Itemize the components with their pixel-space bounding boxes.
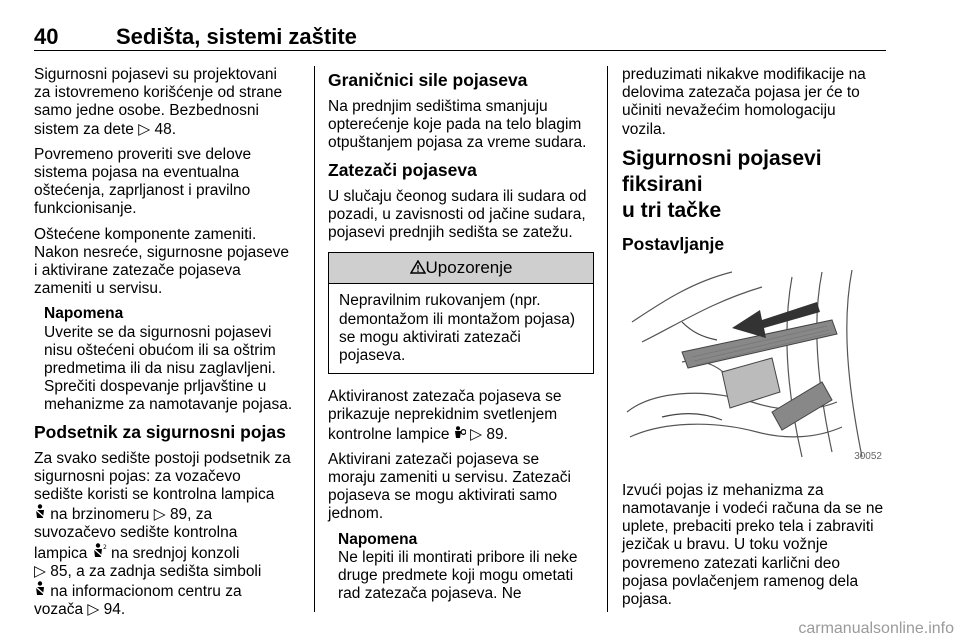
note-title: Napomena [338, 530, 418, 548]
airbag-tensioner-icon [454, 425, 466, 443]
seatbelt-passenger-icon [92, 543, 107, 562]
column-3 [622, 66, 888, 616]
column-divider-1 [314, 66, 315, 612]
heading-three-point-belts: Sigurnosni pojasevi fiksirani u tri tačke [622, 146, 822, 222]
warning-title: Upozorenje [425, 258, 513, 278]
paragraph-tensioner: U slučaju čeonog sudara ili sudara od pozadi, u zavisnosti od jačine sudara, pojasevi prednjih sedišta se zatežu. [328, 187, 587, 242]
reminder-text-1: Za svako sedište postoji podsetnik za sigurnosni pojas: za vozačevo sedište koristi se kontrolna lampica [34, 449, 291, 504]
paragraph-check: Povremeno proveriti sve delove sistema pojasa na eventualna oštećenja, zaprljanost i pravilno funkcionisanje. [34, 145, 252, 218]
seatbelt-illustration [622, 262, 884, 468]
ref-arrow-icon: ▷ [138, 120, 151, 138]
seatbelt-rear-icon [34, 581, 46, 600]
note-box [44, 305, 298, 414]
seatbelt-reminder-icon [34, 504, 46, 523]
reminder-text-4: na srednjoj konzoli [106, 544, 240, 562]
ref-arrow-icon: ▷ [34, 562, 46, 580]
warning-body: Nepravilnim rukovanjem (npr. demontažom ili montažom pojasa) se mogu aktivirati zatezači pojaseva. [339, 292, 576, 365]
note-box [338, 531, 594, 604]
reminder-text-3: suvozačevo sedište kontrolna lampica [34, 524, 238, 562]
reminder-text-5: na informacionom centru za vozača [34, 583, 242, 619]
column-1 [34, 66, 298, 626]
ref-arrow-icon: ▷ [87, 601, 100, 619]
warning-box [328, 252, 594, 374]
paragraph-replace: Oštećene komponente zameniti. Nakon nesreće, sigurnosne pojaseve i aktivirane zatezače pojaseva zameniti u servisu. [34, 225, 290, 298]
paragraph-reminder [34, 450, 298, 620]
intro-text: Sigurnosni pojasevi su projektovani za istovremeno korišćenje od strane samo jedne osobe. Bezbednosni sistem za dete [34, 66, 283, 138]
seatbelt-fastening-drawing [622, 262, 884, 468]
page-title: Sedišta, sistemi zaštite [116, 24, 357, 49]
page-ref-link[interactable]: 94. [103, 601, 126, 619]
reminder-text-2: na brzinomeru [46, 506, 154, 524]
watermark: carmanualsonline.info [798, 620, 954, 637]
note-body: Ne lepiti ili montirati pribore ili neke druge predmete koji mogu ometati rad zatezača pojaseva. Ne [338, 548, 578, 603]
heading-setup: Postavljanje [622, 233, 725, 254]
paragraph-replace-tensioner: Aktivirani zatezači pojaseva se moraju zameniti u servisu. Zatezači pojaseva se mogu aktivirati samo jednom. [328, 450, 571, 523]
page-ref-link[interactable]: 85, a za zadnja sedišta simboli [50, 562, 262, 580]
paragraph-continued: preduzimati nikakve modifikacije na delovima zatezača pojasa jer će to učiniti nevažećim homologaciju vozila. [622, 66, 866, 138]
ref-arrow-icon: ▷ [470, 425, 483, 443]
column-divider-2 [607, 66, 608, 612]
note-title: Napomena [44, 305, 124, 323]
paragraph-intro [34, 66, 298, 139]
warning-triangle-icon [410, 258, 426, 277]
header-rule [34, 50, 886, 51]
note-body: Uverite se da sigurnosni pojasevi nisu oštećeni obućom ili sa oštrim predmetima ili da nisu zaglavljeni. Sprečiti dospevanje prljavštine u mehanizme za namotavanje pojasa. [44, 323, 293, 414]
page-ref-link[interactable]: 89, za [169, 506, 213, 524]
page-ref-link[interactable]: 48. [154, 120, 177, 138]
activation-text: Aktiviranost zatezača pojaseva se prikazuje neprekidnim svetlenjem kontrolne lampice [328, 388, 562, 443]
page-number: 40 [34, 24, 59, 49]
paragraph-activation [328, 388, 594, 444]
page-ref-link[interactable]: 89. [486, 425, 508, 443]
column-2 [328, 66, 594, 610]
warning-header [329, 253, 593, 284]
heading-reminder: Podsetnik za sigurnosni pojas [34, 421, 286, 442]
paragraph-limiter: Na prednjim sedištima smanjuju opterećenje koje pada na telo blagim otpuštanjem pojasa za vreme sudara. [328, 98, 587, 152]
heading-limiter: Graničnici sile pojaseva [328, 70, 528, 90]
heading-tensioner: Zatezači pojaseva [328, 159, 477, 180]
paragraph-setup: Izvući pojas iz mehanizma za namotavanje i vodeći računa da se ne uplete, prebaciti preko tela i zabraviti jezičak u bravu. U toku vožnje povremeno zatezati karlični deo pojasa povlačenjem ramenog dela pojasa. [622, 481, 884, 609]
svg-text:2: 2 [102, 543, 107, 551]
ref-arrow-icon: ▷ [153, 506, 166, 524]
illustration-code: 30052 [854, 450, 882, 462]
